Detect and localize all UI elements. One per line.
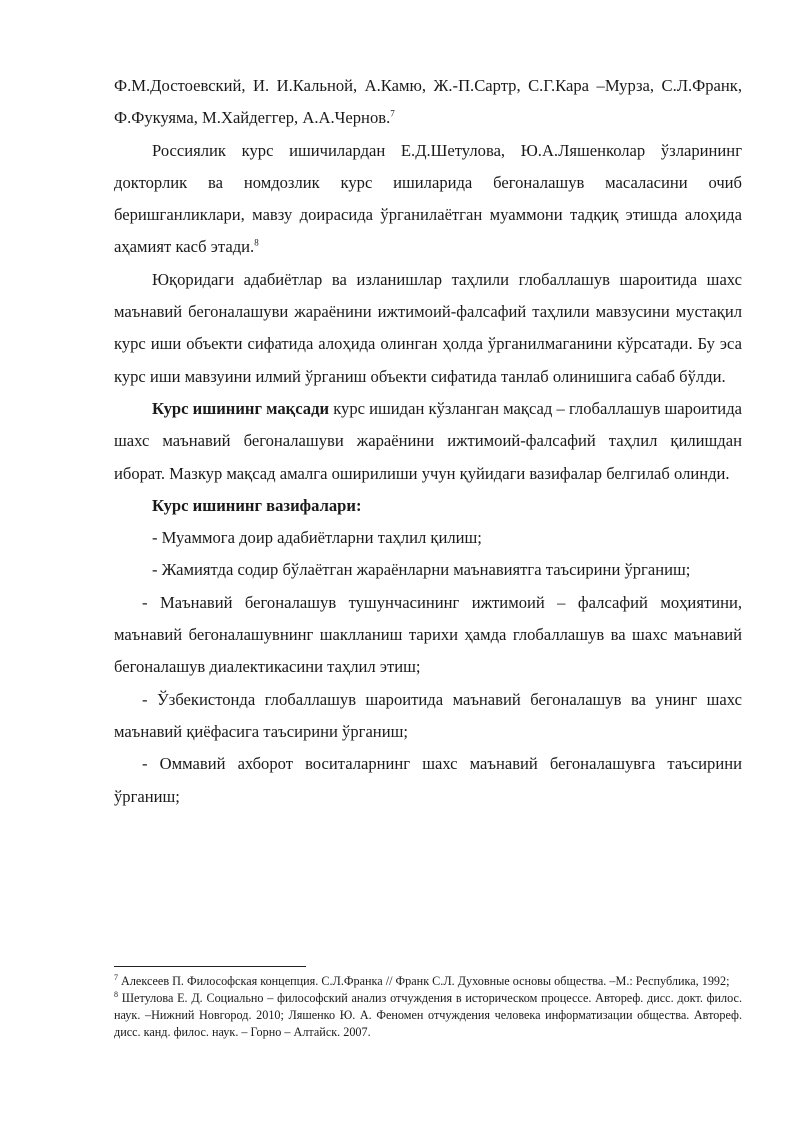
paragraph-russian-researchers [114,135,742,264]
paragraph-literature-analysis: Юқоридаги адабиётлар ва изланишлар таҳлили глобаллашув шароитида шахс маънавий бегоналашуви жараёнини ижтимоий-фалсафий таҳлили мавзусини мустақил курс иши объекти сифатида алоҳида олинган ҳолда ўрганилмаганини кўрсатади. Бу эса курс иши мавзуини илмий ўрганиш объекти сифатида танлаб олинишига сабаб бўлди. [114,269,742,386]
paragraph-course-goal [114,393,742,490]
footnote-8 [114,990,742,1041]
tasks-heading [114,490,742,522]
task-item: - Маънавий бегоналашув тушунчасининг ижтимоий – фалсафий моҳиятини, маънавий бегоналашувнинг шаклланиш тарихи ҳамда глобаллашув ва шахс маънавий бегоналашув диалектикасини таҳлил этиш; [114,592,742,677]
tasks-heading-text: Курс ишининг вазифалари: [152,495,362,515]
footnote-divider [114,966,306,967]
paragraph-text: курс ишидан кўзланган мақсад – глобаллашув шароитида шахс маънавий бегоналашуви жараёнини ижтимоий-фалсафий таҳлил қилишдан иборат. Мазкур мақсад амалга оширилиши учун қуйидаги вазифалар белгилаб олинди. [114,398,742,483]
footnote-ref-7[interactable]: 7 [390,108,395,119]
paragraph-text: Ф.М.Достоевский, И. И.Кальной, А.Камю, Ж.-П.Сартр, С.Г.Кара –Мурза, С.Л.Франк, Ф.Фукуяма, М.Хайдеггер, А.А.Чернов. [114,76,742,128]
footnote-number: 8 [114,989,118,999]
footnote-7 [114,973,742,990]
paragraph-authors-list [114,70,742,135]
paragraph-text: Россиялик курс ишичилардан Е.Д.Шетулова, Ю.А.Ляшенколар ўзларининг докторлик ва номдозлик курс ишиларида бегоналашув масаласини очиб беришганликлари, мавзу доирасида ўрганилаётган муаммони тадқиқ этишда алоҳида аҳамият касб этади. [114,140,742,257]
footnote-text: Алексеев П. Философская концепция. С.Л.Франка // Франк С.Л. Духовные основы общества. –М.: Республика, 1992; [118,974,730,988]
document-body [114,70,742,813]
footnote-ref-8[interactable]: 8 [254,237,259,248]
footnote-number: 7 [114,972,118,982]
task-item: - Муаммога доир адабиётларни таҳлил қилиш; [152,528,482,548]
footnote-text: Шетулова Е. Д. Социально – философский анализ отчуждения в историческом процессе. Автореф. дисс. докт. филос. наук. –Нижний Новгород. 2010; Ляшенко Ю. А. Феномен отчуждения человека информатизации общества. Автореф. дисс. канд. филос. наук. – Горно – Алтайск. 2007. [114,991,742,1039]
task-item: - Жамиятда содир бўлаётган жараёнларни маънавиятга таъсирини ўрганиш; [152,560,691,580]
task-item: - Ўзбекистонда глобаллашув шароитида маънавий бегоналашув ва унинг шахс маънавий қиёфасига таъсирини ўрганиш; [114,689,742,741]
task-item: - Оммавий ахборот воситаларнинг шахс маънавий бегоналашувга таъсирини ўрганиш; [114,754,742,806]
footnotes-section [114,966,742,1041]
goal-heading: Курс ишининг мақсади [152,398,330,418]
